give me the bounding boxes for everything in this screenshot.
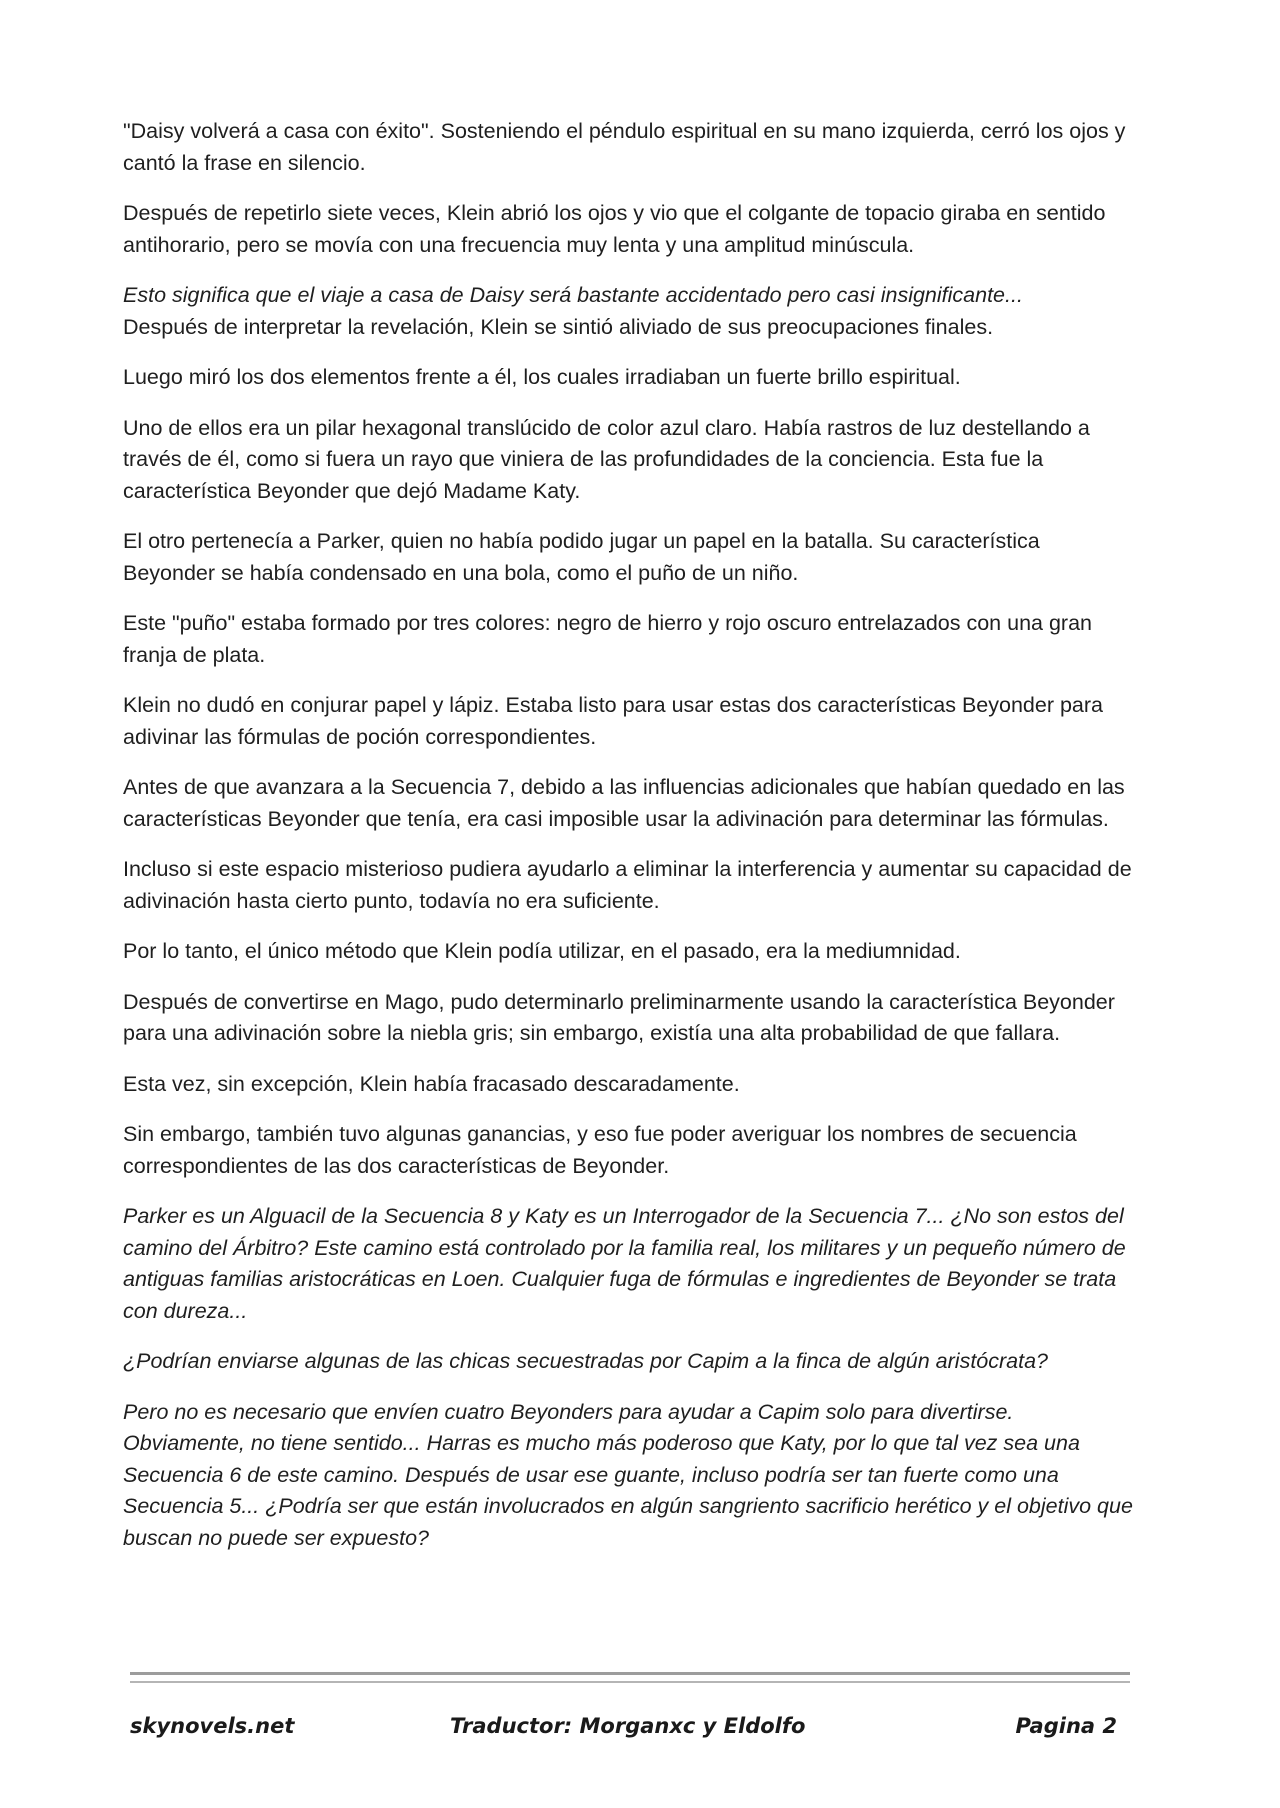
paragraph: Por lo tanto, el único método que Klein podía utilizar, en el pasado, era la mediumnidad. <box>123 939 961 963</box>
document-body <box>123 116 1135 1573</box>
paragraph: Antes de que avanzara a la Secuencia 7, debido a las influencias adicionales que habían quedado en las características Beyonder que tenía, era casi imposible usar la adivinación para determinar las fórmulas. <box>123 775 1125 831</box>
paragraph-text: Después de interpretar la revelación, Klein se sintió aliviado de sus preocupaciones finales. <box>123 314 994 339</box>
italic-paragraph: Parker es un Alguacil de la Secuencia 8 y Katy es un Interrogador de la Secuencia 7... ¿No son estos del camino del Árbitro? Este camino está controlado por la familia real, los militares y un pequeño número de antiguas familias aristocráticas en Loen. Cualquier fuga de fórmulas e ingredientes de Beyonder se trata con dureza... <box>123 1204 1126 1323</box>
paragraph: Luego miró los dos elementos frente a él, los cuales irradiaban un fuerte brillo espiritual. <box>123 365 961 389</box>
paragraph <box>123 280 1135 343</box>
footer-translator: Traductor: Morganxc y Eldolfo <box>450 1714 806 1738</box>
italic-paragraph: ¿Podrían enviarse algunas de las chicas secuestradas por Capim a la finca de algún aristócrata? <box>123 1349 1049 1373</box>
footer-site: skynovels.net <box>130 1714 295 1738</box>
paragraph: Sin embargo, también tuvo algunas ganancias, y eso fue poder averiguar los nombres de secuencia correspondientes de las dos características de Beyonder. <box>123 1122 1077 1178</box>
paragraph: Klein no dudó en conjurar papel y lápiz. Estaba listo para usar estas dos características Beyonder para adivinar las fórmulas de poción correspondientes. <box>123 693 1104 749</box>
paragraph: Este "puño" estaba formado por tres colores: negro de hierro y rojo oscuro entrelazados con una gran franja de plata. <box>123 611 1092 667</box>
page-footer <box>0 1714 1280 1746</box>
paragraph: "Daisy volverá a casa con éxito". Sosteniendo el péndulo espiritual en su mano izquierda, cerró los ojos y cantó la frase en silencio. <box>123 119 1126 175</box>
footer-divider-top <box>130 1672 1130 1675</box>
footer-page-number: Pagina 2 <box>1015 1714 1117 1738</box>
paragraph: Después de convertirse en Mago, pudo determinarlo preliminarmente usando la característica Beyonder para una adivinación sobre la niebla gris; sin embargo, existía una alta probabilidad de que fallara. <box>123 989 1115 1045</box>
footer-divider-bottom <box>130 1681 1130 1683</box>
italic-thought: Esto significa que el viaje a casa de Daisy será bastante accidentado pero casi insignificante... <box>123 283 1023 307</box>
paragraph: Uno de ellos era un pilar hexagonal translúcido de color azul claro. Había rastros de luz destellando a través de él, como si fuera un rayo que viniera de las profundidades de la conciencia. Esta fue la característica Beyonder que dejó Madame Katy. <box>123 415 1090 503</box>
paragraph: Después de repetirlo siete veces, Klein abrió los ojos y vio que el colgante de topacio giraba en sentido antihorario, pero se movía con una frecuencia muy lenta y una amplitud minúscula. <box>123 201 1106 257</box>
paragraph: El otro pertenecía a Parker, quien no había podido jugar un papel en la batalla. Su característica Beyonder se había condensado en una bola, como el puño de un niño. <box>123 529 1040 585</box>
paragraph: Incluso si este espacio misterioso pudiera ayudarlo a eliminar la interferencia y aumentar su capacidad de adivinación hasta cierto punto, todavía no era suficiente. <box>123 857 1132 913</box>
paragraph: Esta vez, sin excepción, Klein había fracasado descaradamente. <box>123 1071 740 1096</box>
italic-paragraph: Pero no es necesario que envíen cuatro Beyonders para ayudar a Capim solo para divertirse. Obviamente, no tiene sentido... Harras es mucho más poderoso que Katy, por lo que tal vez sea una Secuencia 6 de este camino. Después de usar ese guante, incluso podría ser tan fuerte como una Secuencia 5... ¿Podría ser que están involucrados en algún sangriento sacrificio herético y el objetivo que buscan no puede ser expuesto? <box>123 1399 1133 1550</box>
